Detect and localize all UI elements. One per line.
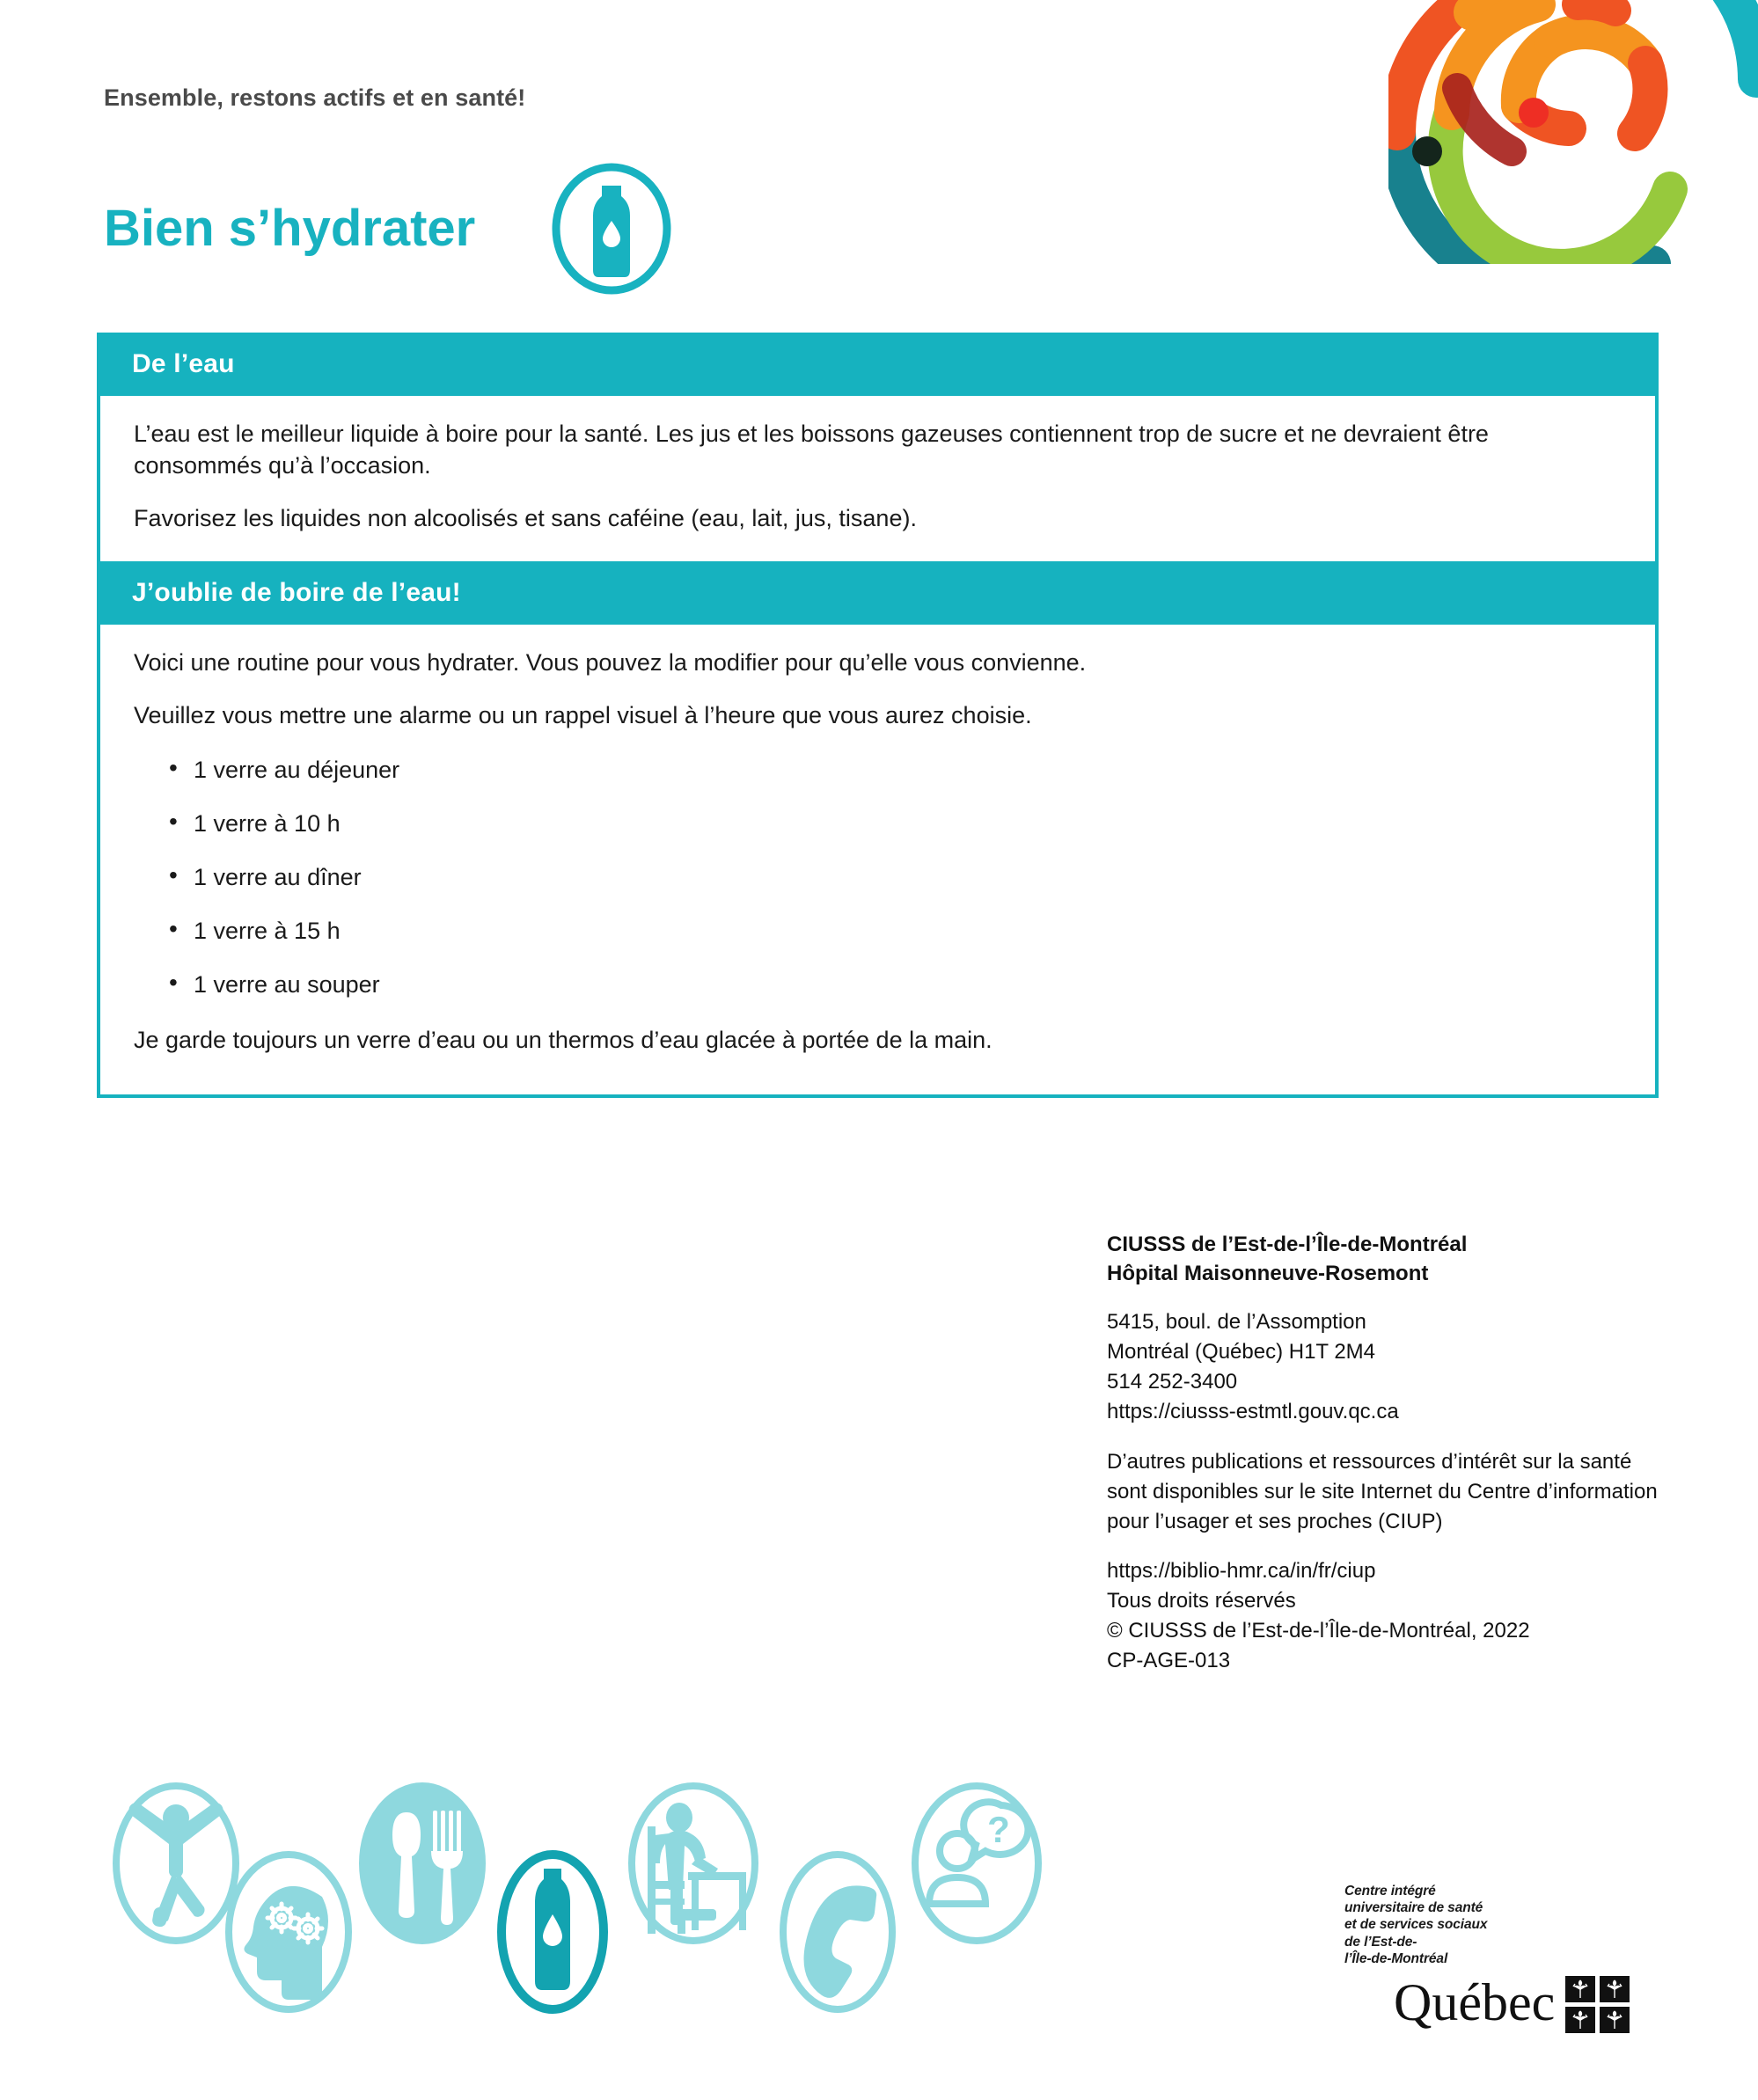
phone-icon <box>767 1844 908 2024</box>
cisss-line-4: de l’Est-de- <box>1344 1934 1417 1950</box>
section-heading-forget: J’oublie de boire de l’eau! <box>97 561 1659 625</box>
address-block <box>1107 1307 1670 1427</box>
brain-gears-icon <box>218 1844 359 2024</box>
flag-square <box>1600 2007 1630 2033</box>
quebec-government-logo <box>1344 1883 1644 2033</box>
quebec-wordmark-row <box>1344 1971 1644 2033</box>
copyright-text: © CIUSSS de l’Est-de-l’Île-de-Montréal, 2022 <box>1107 1618 1530 1643</box>
svg-text:?: ? <box>987 1809 1010 1850</box>
desk-writing-icon <box>614 1775 773 1956</box>
page-title: Bien s’hydrater <box>104 199 476 257</box>
cisss-line-1: Centre intégré <box>1344 1884 1436 1899</box>
biblio-url[interactable]: https://biblio-hmr.ca/in/fr/ciup <box>1107 1558 1376 1583</box>
paragraph: Je garde toujours un verre d’eau ou un thermos d’eau glacée à portée de la main. <box>134 1026 993 1053</box>
list-item: • 1 verre au dîner <box>134 864 1618 891</box>
document-code: CP-AGE-013 <box>1107 1649 1231 1672</box>
legal-block <box>1107 1556 1670 1676</box>
routine-list <box>134 757 1618 999</box>
org-line-2: Hôpital Maisonneuve-Rosemont <box>1107 1262 1429 1286</box>
flag-square <box>1600 1976 1630 2002</box>
section-body-water <box>97 396 1659 561</box>
org-line-1: CIUSSS de l’Est-de-l’Île-de-Montréal <box>1107 1233 1468 1256</box>
utensils-icon <box>352 1775 493 1956</box>
phone-number: 514 252-3400 <box>1107 1370 1238 1394</box>
cisss-wordmark <box>1344 1883 1644 1967</box>
note-text: D’autres publications et ressources d’intérêt sur la santé sont disponibles sur le site Internet du Centre d’information pour l’usager et ses proches (CIUP) <box>1107 1449 1658 1533</box>
cisss-line-3: et de services sociaux <box>1344 1917 1488 1933</box>
publications-note <box>1107 1447 1670 1537</box>
title-row <box>104 163 693 295</box>
footer-icon-strip <box>106 1775 1161 2057</box>
content-sections <box>97 333 1659 1098</box>
ciusss-spiral-logo <box>1388 0 1758 264</box>
poster-tagline: Ensemble, restons actifs et en santé! <box>104 84 526 111</box>
contact-block <box>1107 1230 1670 1676</box>
flag-square <box>1565 1976 1595 2002</box>
quebec-fleur-de-lis-flag <box>1565 1976 1630 2033</box>
section-heading-water: De l’eau <box>97 333 1659 396</box>
paragraph: Veuillez vous mettre une alarme ou un rappel visuel à l’heure que vous aurez choisie. <box>134 701 1032 728</box>
website-url[interactable]: https://ciusss-estmtl.gouv.qc.ca <box>1107 1400 1399 1424</box>
section-body-forget <box>97 625 1659 1099</box>
paragraph: Favorisez les liquides non alcoolisés et sans caféine (eau, lait, jus, tisane). <box>134 504 917 531</box>
cisss-line-5: l’Île-de-Montréal <box>1344 1950 1448 1966</box>
person-question-icon <box>897 1775 1056 1956</box>
paragraph: L’eau est le meilleur liquide à boire pour la santé. Les jus et les boissons gazeuses contiennent trop de sucre et ne devraient être consommés qu’à l’occasion. <box>134 421 1489 479</box>
organization-name <box>1107 1230 1670 1288</box>
city-postal: Montréal (Québec) H1T 2M4 <box>1107 1340 1376 1365</box>
rights-text: Tous droits réservés <box>1107 1588 1296 1613</box>
quebec-wordmark: Québec <box>1394 1972 1556 2031</box>
list-item: • 1 verre au souper <box>134 971 1618 999</box>
water-bottle-icon <box>530 163 693 295</box>
paragraph: Voici une routine pour vous hydrater. Vous pouvez la modifier pour qu’elle vous convienne. <box>134 648 1087 676</box>
list-item: • 1 verre à 10 h <box>134 810 1618 838</box>
cisss-line-2: universitaire de santé <box>1344 1900 1483 1916</box>
water-bottle-icon <box>482 1844 623 2024</box>
flag-square <box>1565 2007 1595 2033</box>
list-item: • 1 verre au déjeuner <box>134 757 1618 784</box>
street-address: 5415, boul. de l’Assomption <box>1107 1310 1366 1335</box>
list-item: • 1 verre à 15 h <box>134 918 1618 945</box>
